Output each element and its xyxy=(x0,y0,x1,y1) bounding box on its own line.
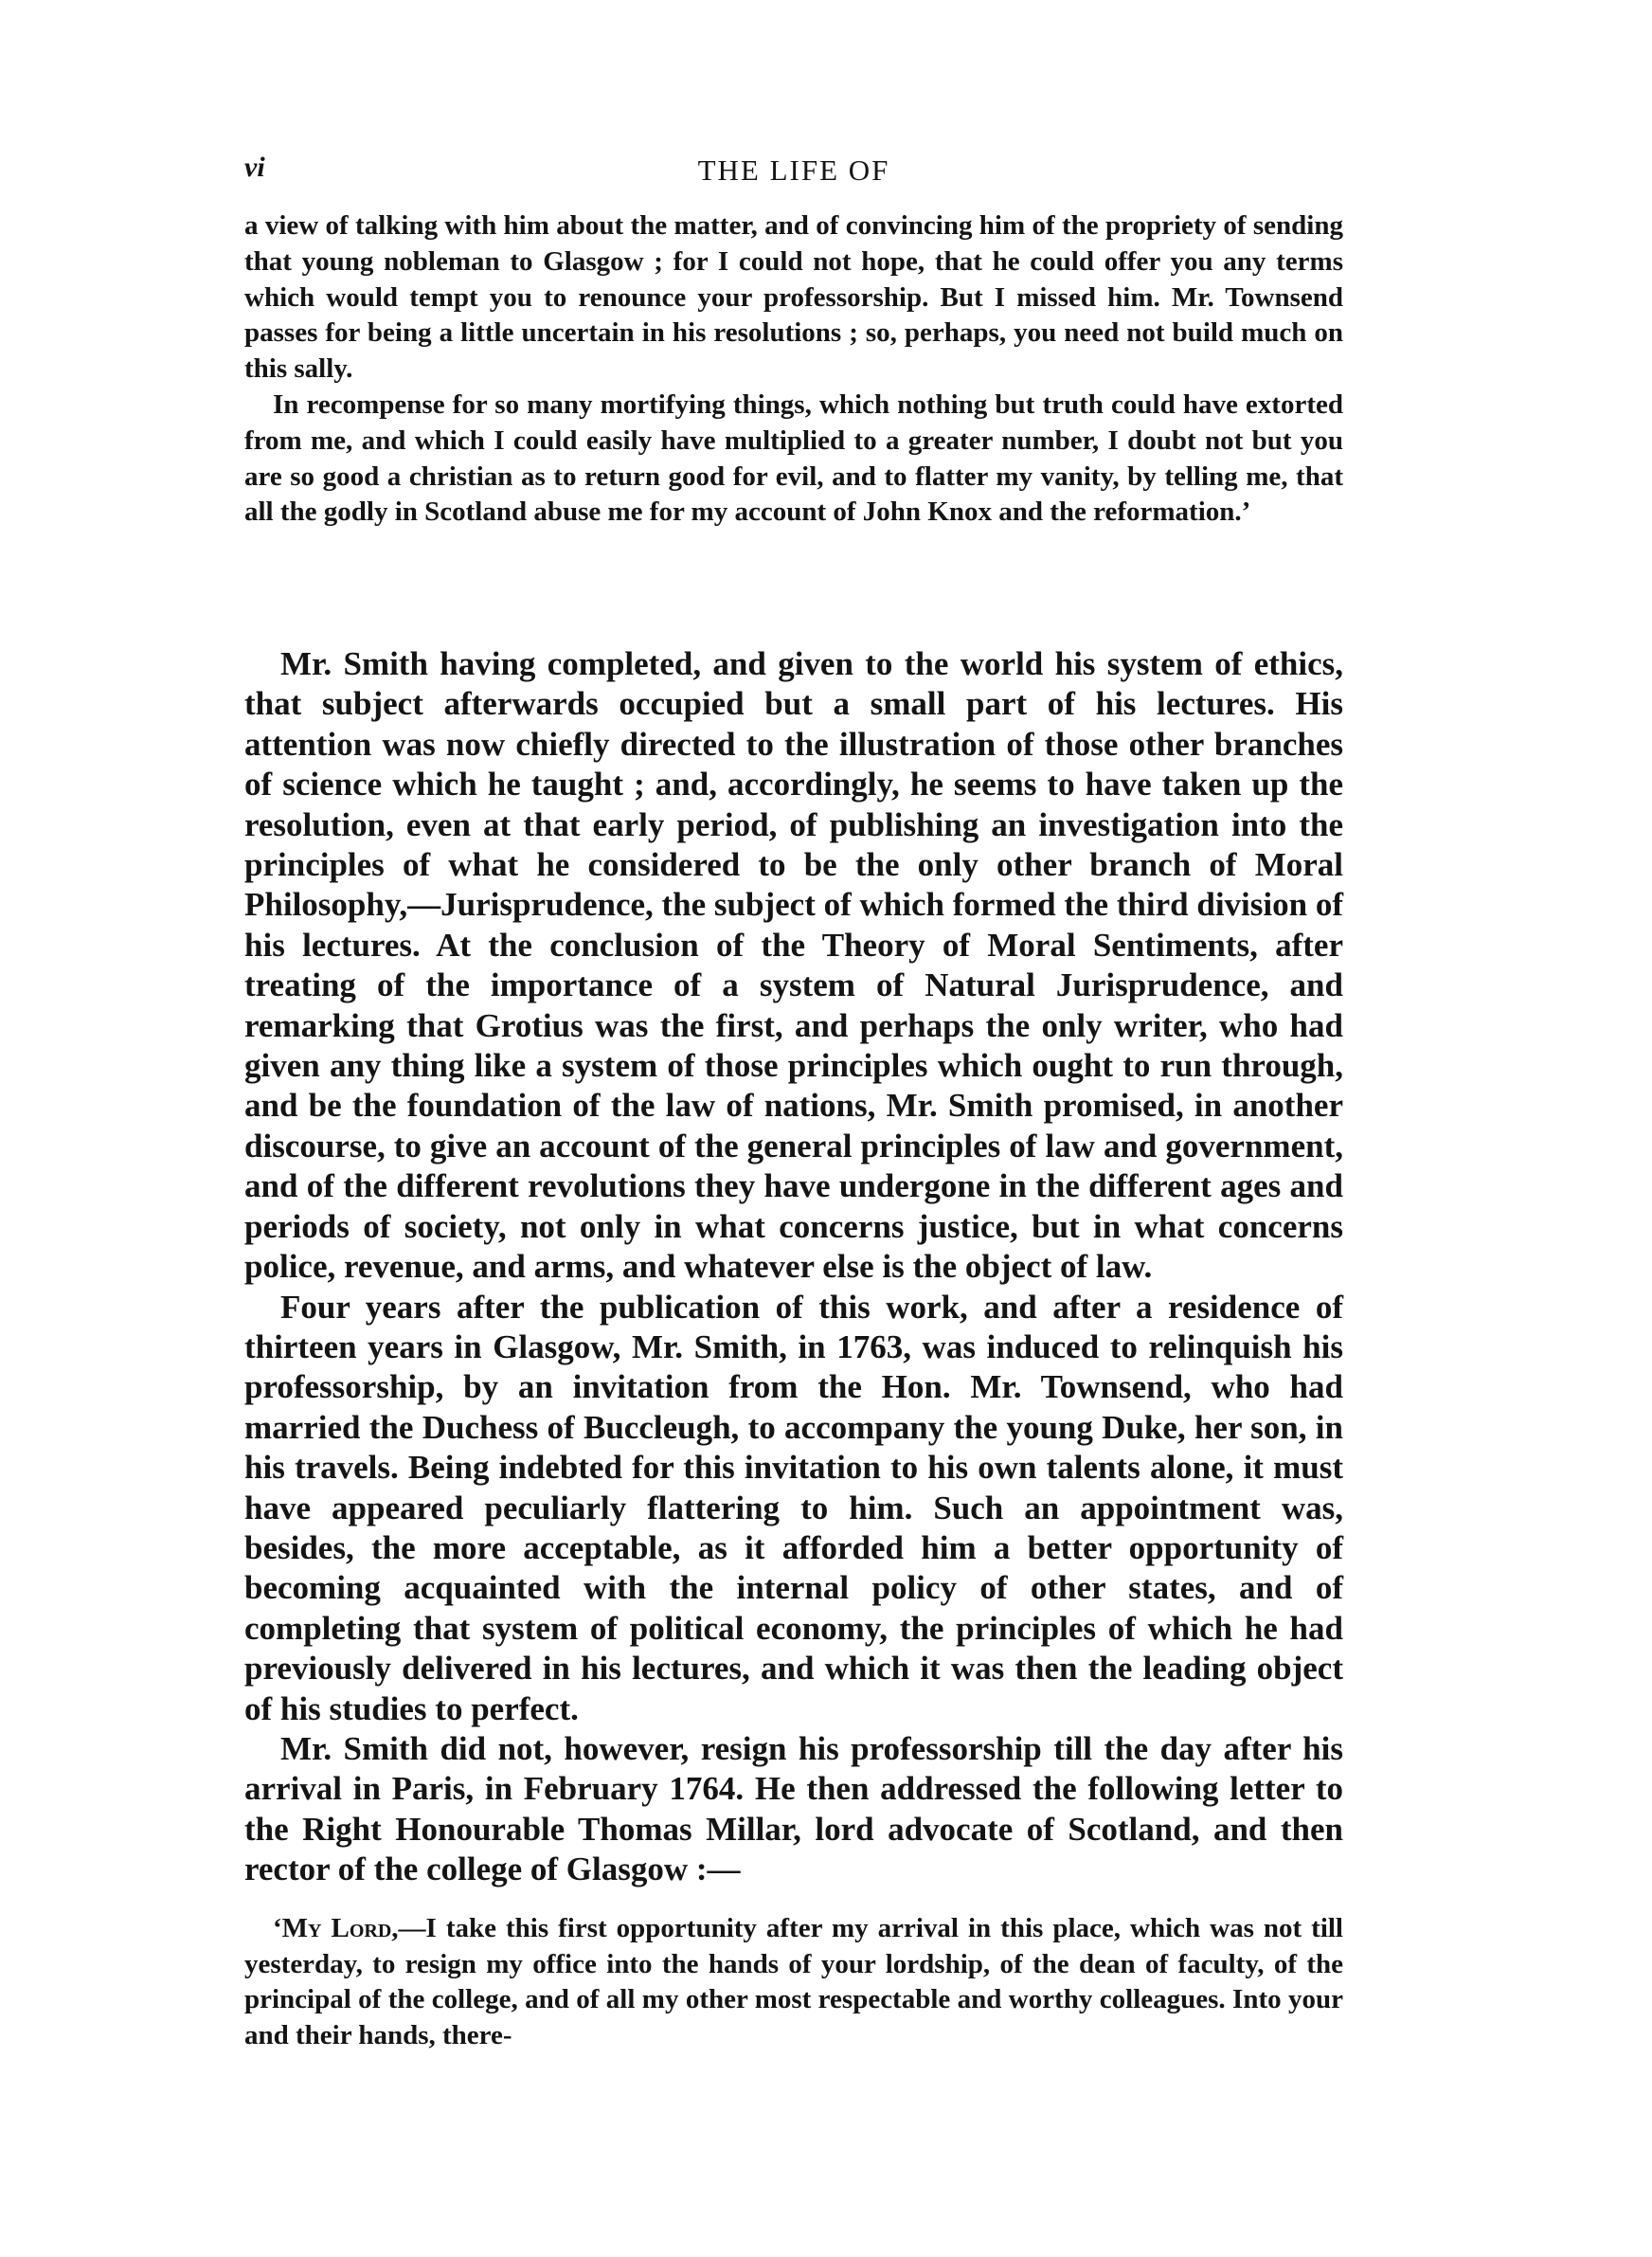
quoted-letter-continuation xyxy=(244,208,1343,531)
quote-paragraph: In recompense for so many mortifying things, which nothing but truth could have extorted from me, and which I could easily have multiplied to a greater number, I doubt not but you are so good a christian as to return good for evil, and to flatter my vanity, by telling me, that all the godly in Scotland abuse me for my account of John Knox and the reformation.’ xyxy=(244,388,1343,528)
running-head: THE LIFE OF xyxy=(697,153,890,187)
letter-paragraph xyxy=(244,1911,1343,2053)
page-number: vi xyxy=(244,152,265,183)
letter-salutation: My Lord, xyxy=(281,1913,399,1943)
body-paragraph: Mr. Smith having completed, and given to the world his system of ethics, that subject afterwards occupied but a small part of his lectures. His attention was now chiefly directed to the illustration of those other branches of science which he taught ; and, accordingly, he seems to have taken up the resolution, even at that early period, of publishing an investigation into the principles of what he considered to be the only other branch of Moral Philosophy,—Jurisprudence, the subject of which formed the third division of his lectures. At the conclusion of the Theory of Moral Sentiments, after treating of the importance of a system of Natural Jurisprudence, and remarking that Grotius was the first, and perhaps the only writer, who had given any thing like a system of those principles which ought to run through, and be the foundation of the law of nations, Mr. Smith promised, in another discourse, to give an account of the general principles of law and government, and of the different revolutions they have undergone in the different ages and periods of society, not only in what concerns justice, but in what concerns police, revenue, and arms, and whatever else is the object of law. xyxy=(244,645,1343,1286)
body-paragraph: Mr. Smith did not, however, resign his professorship till the day after his arrival in Paris, in February 1764. He then addressed the following letter to the Right Honourable Thomas Millar, lord advocate of Scotland, and then rector of the college of Glasgow :— xyxy=(244,1729,1343,1888)
letter-text: —I take this first opportunity after my arrival in this place, which was not till yesterday, to resign my office into the hands of your lordship, of the dean of faculty, of the principal of the college, and of all my other most respectable and worthy colleagues. Into your and their hands, there- xyxy=(244,1913,1343,2050)
body-paragraph: Four years after the publication of this work, and after a residence of thirteen years in Glasgow, Mr. Smith, in 1763, was induced to relinquish his professorship, by an invitation from the Hon. Mr. Townsend, who had married the Duchess of Buccleugh, to accompany the young Duke, her son, in his travels. Being indebted for this invitation to his own talents alone, it must have appeared peculiarly flattering to him. Such an appointment was, besides, the more acceptable, as it afforded him a better opportunity of becoming acquainted with the internal policy of other states, and of completing that system of political economy, the principles of which he had previously delivered in his lectures, and which it was then the leading object of his studies to perfect. xyxy=(244,1288,1343,1727)
quote-paragraph: a view of talking with him about the matter, and of convincing him of the propriety of sending that young nobleman to Glasgow ; for I could not hope, that he could offer you any terms which would tempt you to renounce your professorship. But I missed him. Mr. Townsend passes for being a little uncertain in his resolutions ; so, perhaps, you need not build much on this sally. xyxy=(244,210,1343,385)
quoted-letter-resignation xyxy=(244,1911,1343,2053)
opening-quote-mark: ‘ xyxy=(273,1913,282,1943)
main-text xyxy=(244,644,1343,1890)
page-header xyxy=(244,152,1343,197)
